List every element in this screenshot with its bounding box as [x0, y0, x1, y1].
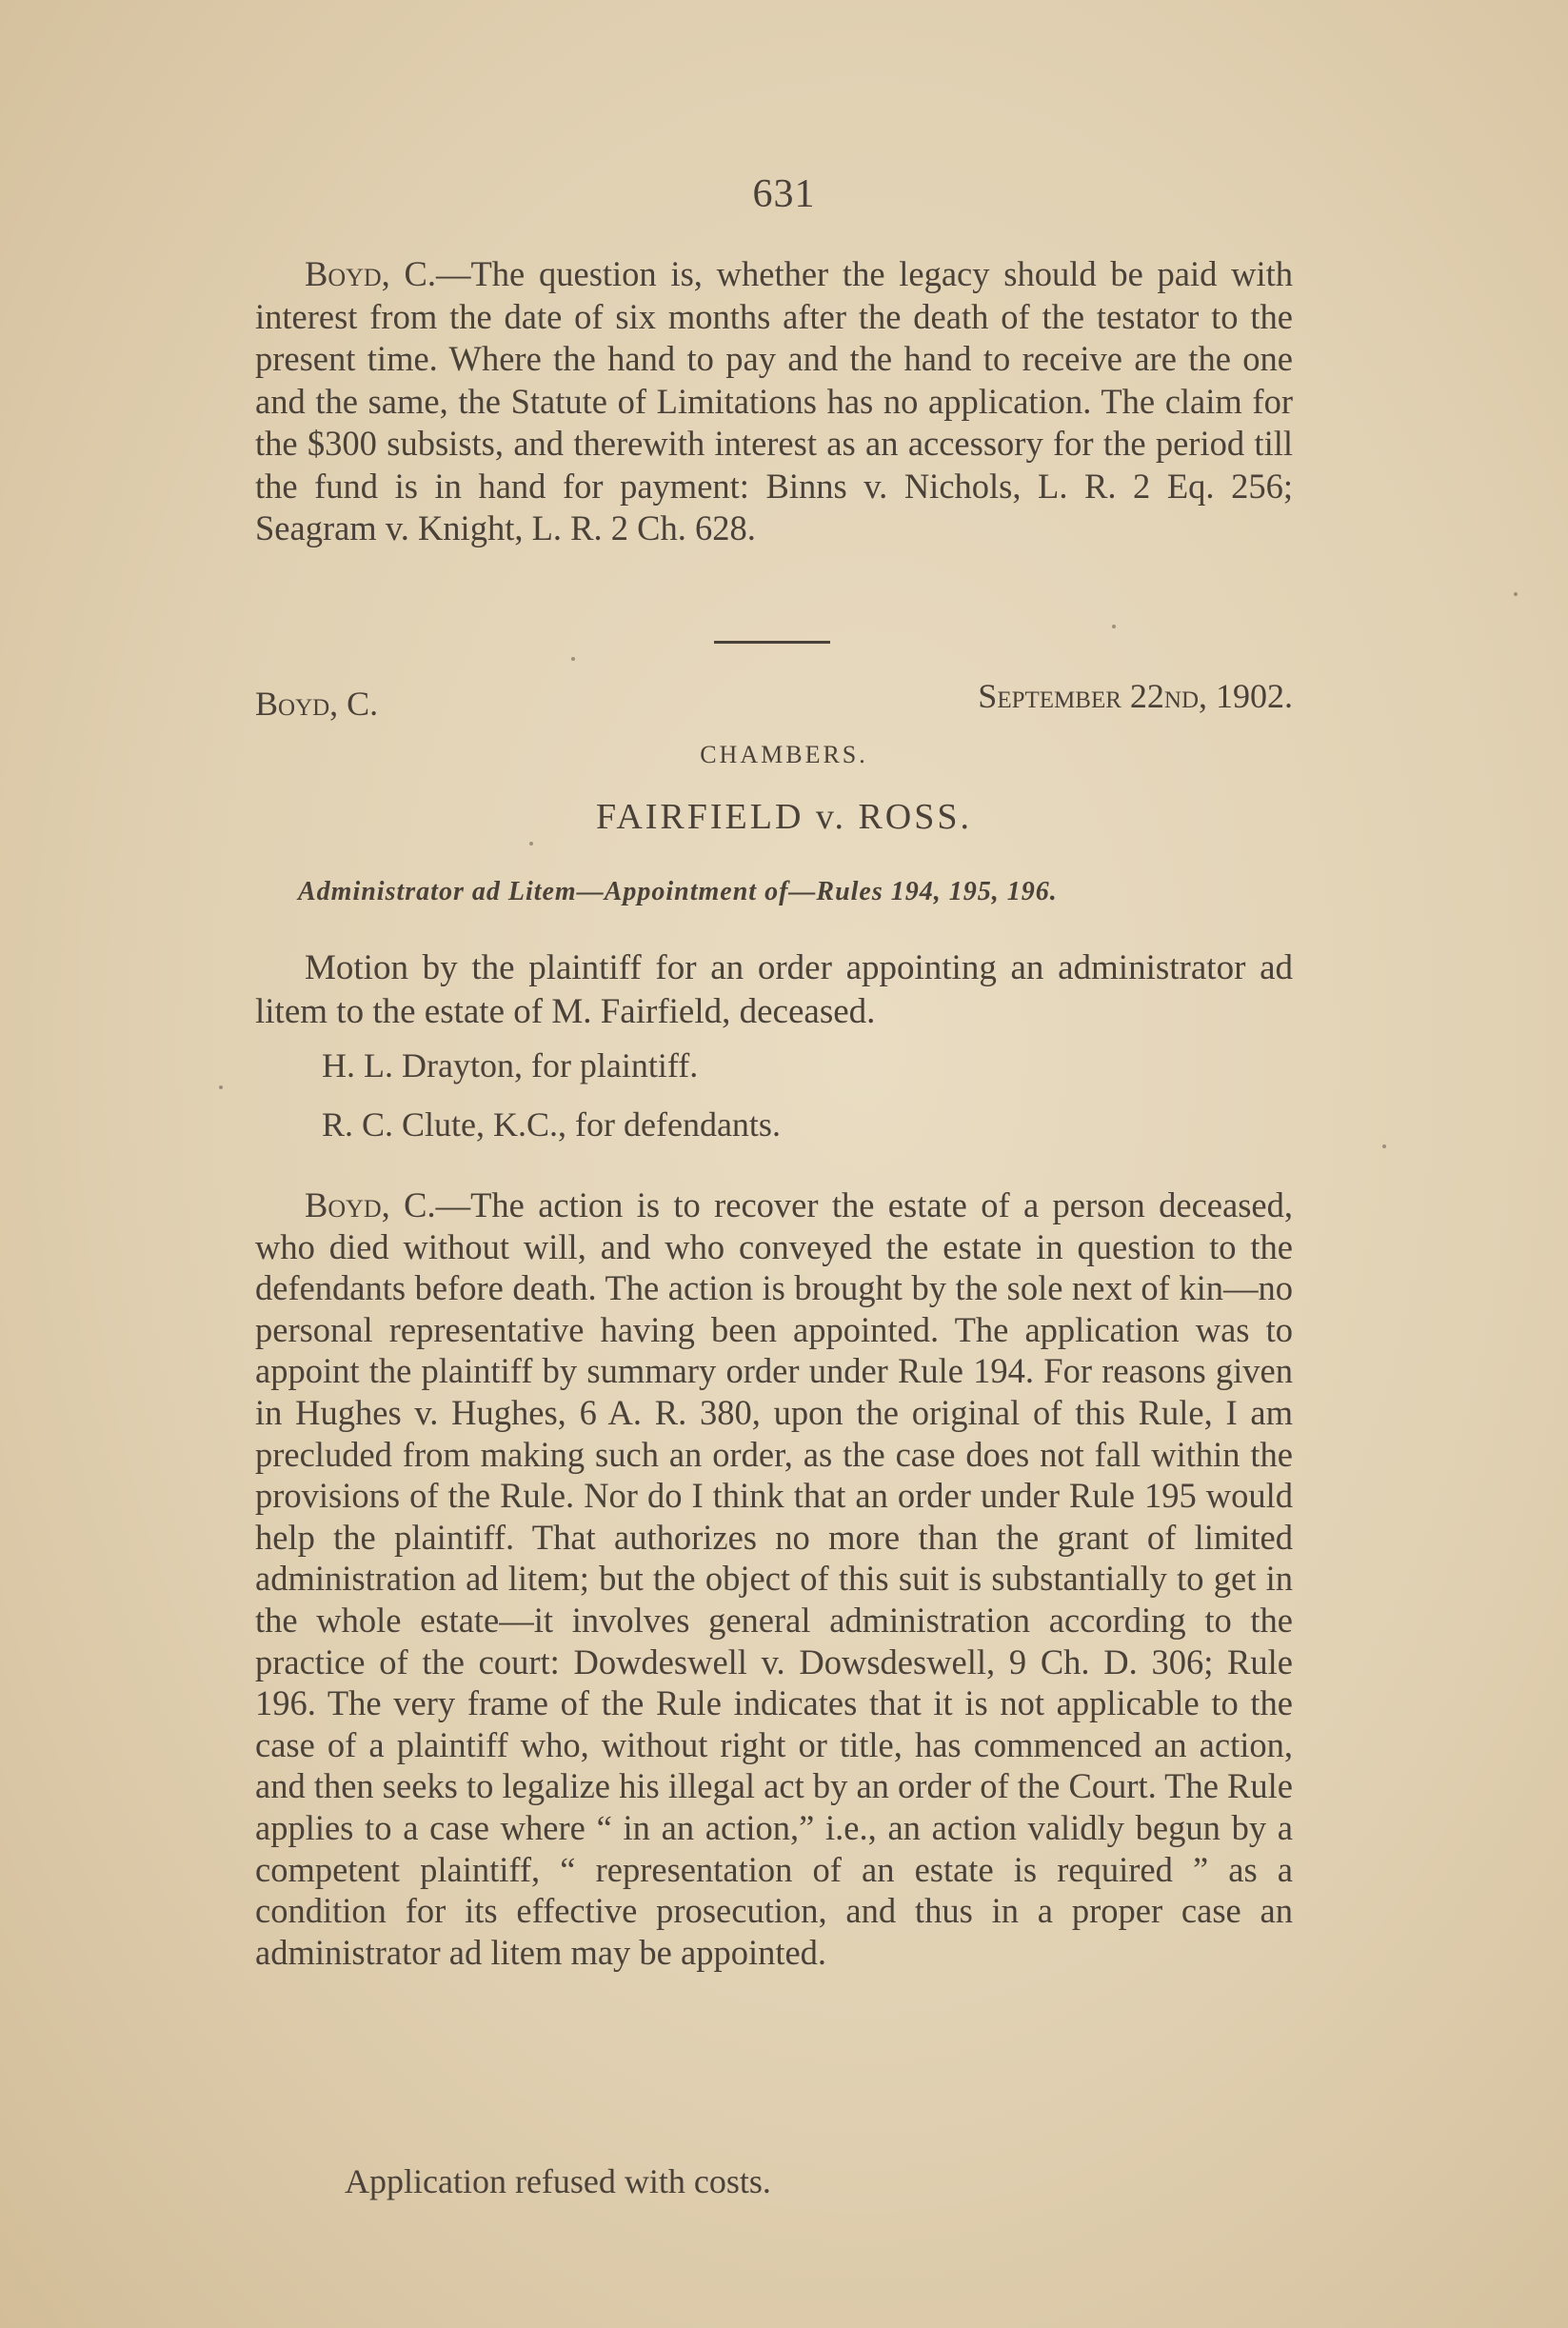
case-venue: CHAMBERS. [700, 741, 868, 768]
opinion-2-text [255, 1184, 1293, 1973]
case-title: FAIRFIELD v. ROSS. [596, 797, 972, 837]
motion-paragraph [255, 946, 1293, 1034]
disposition: Application refused with costs. [345, 2162, 771, 2200]
paper-speck [571, 657, 575, 661]
opinion-1-body: —The question is, whether the legacy should be paid with interest from the date of six months after the death of the testator to the present time. Where the hand to pay and the hand to receive are the one and the same, the Statute of Limitations has no application. The claim for the $300 subsists, and therewith interest as an accessory for the period till the fund is in hand for payment: Binns v. Nichols, L. R. 2 Eq. 256; Seagram v. Knight, L. R. 2 Ch. 628. [255, 254, 1293, 547]
counsel-plaintiff: H. L. Drayton, for plaintiff. [322, 1046, 699, 1084]
paper-speck [529, 842, 533, 846]
judge-name: Boyd, C. [305, 254, 437, 293]
opinion-2-body: —The action is to recover the estate of a person deceased, who died without will, and who conveyed the estate in question to the defendants before death. The action is brought by the sole next of kin—no personal representative having been appointed. The application was to appoint the plaintiff by summary order under Rule 194. For reasons given in Hughes v. Hughes, 6 A. R. 380, upon the original of this Rule, I am precluded from making such an order, as the case does not fall within the provisions of the Rule. Nor do I think that an order under Rule 195 would help the plaintiff. That authorizes no more than the grant of limited administration ad litem; but the object of this suit is substantially to get in the whole estate—it involves general administration according to the practice of the court: Dowdeswell v. Dowsdeswell, 9 Ch. D. 306; Rule 196. The very frame of the Rule indicates that it is not applicable to the case of a plaintiff who, without right or title, has commenced an action, and then seeks to legalize his illegal act by an order of the Court. The Rule applies to a case where “ in an action,” i.e., an action validly begun by a competent plaintiff, “ representation of an estate is required ” as a condition for its effective prosecution, and thus in a proper case an administrator ad litem may be appointed. [255, 1185, 1293, 1972]
counsel-defendants: R. C. Clute, K.C., for defendants. [322, 1105, 781, 1144]
paper-speck [1514, 592, 1518, 596]
paper-speck [1112, 625, 1116, 628]
case-judge: Boyd, C. [255, 685, 379, 723]
motion-text: Motion by the plaintiff for an order appointing an administrator ad litem to the estate of M. Fairfield, deceased. [255, 948, 1293, 1031]
opinion-1-text [255, 253, 1293, 550]
page-number: 631 [752, 172, 816, 216]
paper-speck [1382, 1144, 1386, 1148]
case-headnote: Administrator ad Litem—Appointment of—Rules 194, 195, 196. [298, 877, 1058, 906]
opinion-paragraph-2 [255, 1184, 1293, 1973]
section-divider [714, 641, 830, 644]
opinion-paragraph-1 [255, 253, 1293, 550]
case-date: September 22nd, 1902. [978, 677, 1293, 715]
judge-name: Boyd, C. [305, 1185, 436, 1224]
paper-speck [219, 1085, 223, 1089]
